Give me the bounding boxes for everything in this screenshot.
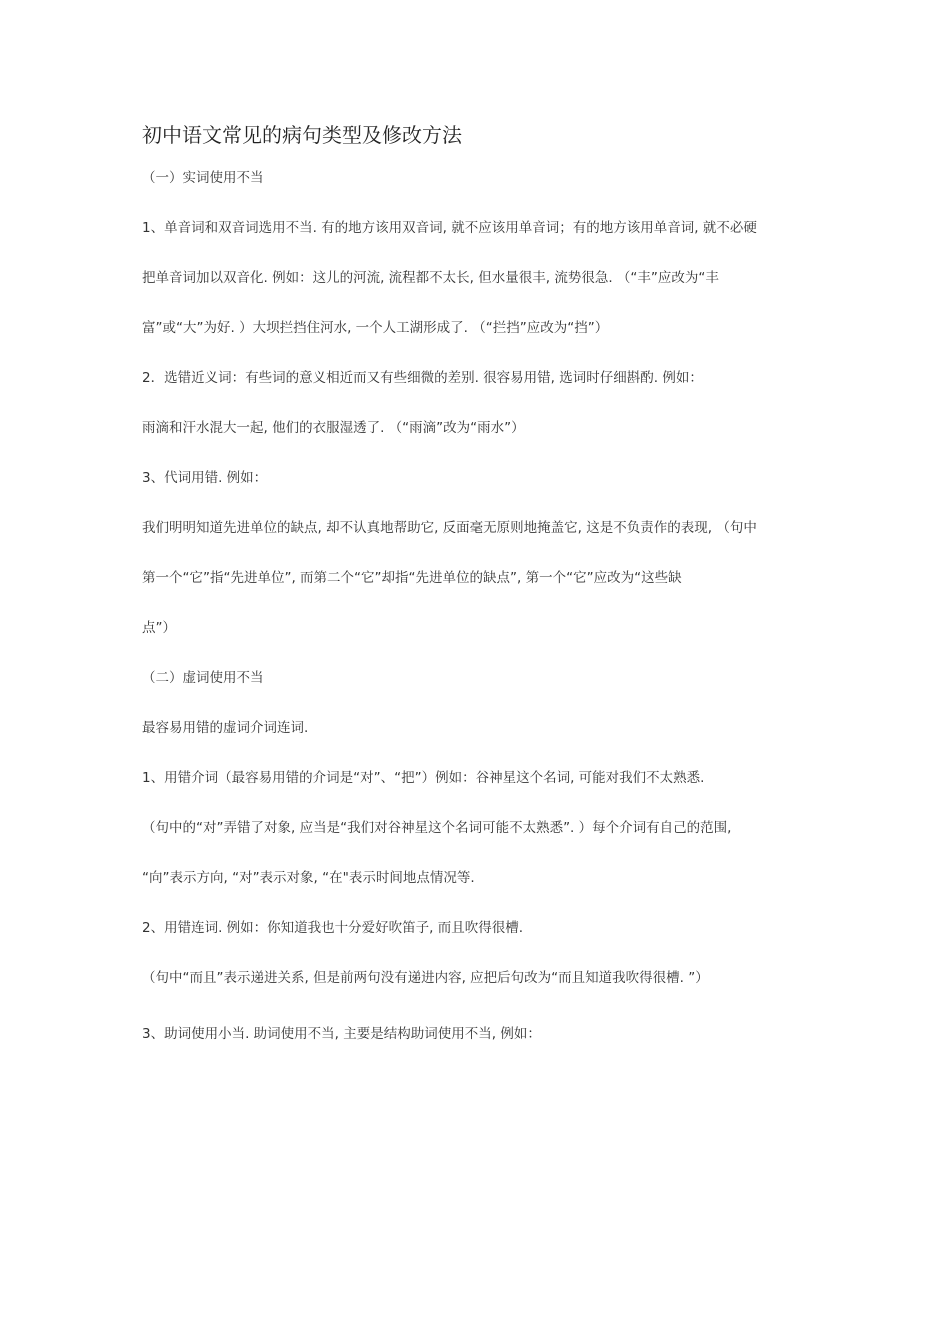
paragraph-line: 3、代词用错. 例如： [142,470,268,486]
paragraph-line: 2、用错连词. 例如：你知道我也十分爱好吹笛子, 而且吹得很槽. [142,920,524,936]
paragraph-line: 点”） [142,620,176,636]
paragraph-line: （句中的“对”弄错了对象, 应当是“我们对谷神星这个名词可能不太熟悉”. ）每个介词有自己的范围, [142,820,732,836]
paragraph-line: 1、用错介词（最容易用错的介词是“对”、“把”）例如：谷神星这个名词, 可能对我们不太熟悉. [142,770,705,786]
section-heading-content-words: （一）实词使用不当 [142,170,264,186]
paragraph-line: 3、助词使用小当. 助词使用不当, 主要是结构助词使用不当, 例如： [142,1026,541,1042]
paragraph-line: 雨滴和汗水混大一起, 他们的衣服湿透了. （“雨滴”改为“雨水”） [142,420,525,436]
paragraph-line: 把单音词加以双音化. 例如：这儿的河流, 流程都不太长, 但水量很丰, 流势很急. （“丰”应改为“丰 [142,270,719,286]
paragraph-line: 最容易用错的虚词介词连词. [142,720,309,736]
paragraph-line: 1、单音词和双音词选用不当. 有的地方该用双音词, 就不应该用单音词；有的地方该用单音词, 就不必硬 [142,220,757,236]
paragraph-line: “向”表示方向, “对”表示对象, “在"表示时间地点情况等. [142,870,475,886]
section-heading-function-words: （二）虚词使用不当 [142,670,264,686]
paragraph-line: 富”或“大”为好. ）大坝拦挡住河水, 一个人工湖形成了. （“拦挡”应改为“挡”） [142,320,609,336]
paragraph-line: 2．选错近义词：有些词的意义相近而又有些细微的差别. 很容易用错, 选词时仔细斟酌. 例如： [142,370,703,386]
document-title: 初中语文常见的病句类型及修改方法 [142,123,462,147]
paragraph-line: 我们明明知道先进单位的缺点, 却不认真地帮助它, 反面毫无原则地掩盖它, 这是不负责作的表现, （句中 [142,520,757,536]
paragraph-line: 第一个“它”指“先进单位”, 而第二个“它”却指“先进单位的缺点”, 第一个“它”应改为“这些缺 [142,570,682,586]
paragraph-line: （句中“而且”表示递进关系, 但是前两句没有递进内容, 应把后句改为“而且知道我吹得很槽. ”） [142,970,709,986]
